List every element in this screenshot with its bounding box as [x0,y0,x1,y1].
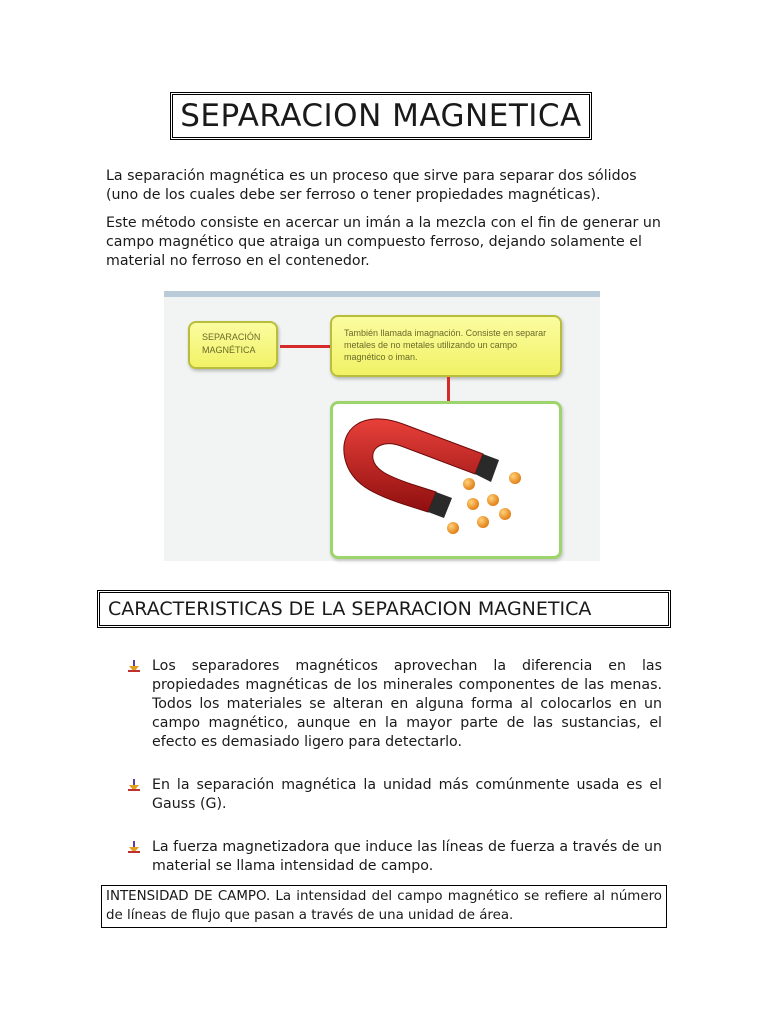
list-item [128,657,662,752]
list-item-text: Los separadores magnéticos aprovechan la diferencia en las propiedades magnéticas de los minerales componentes de las menas. Todos los materiales se alteran en alguna forma al colocarlos en un campo magnético, aunque en la mayor parte de las sustancias, el efecto es demasiado ligero para detectarlo. [152,658,662,750]
list-item [128,776,662,814]
intro-paragraph-2: Este método consiste en acercar un imán a la mezcla con el fin de generar un campo magnético que atraiga un compuesto ferroso, dejando solamente el material no ferroso en el contenedor. [106,215,661,269]
figure-description-box: También llamada imagnación. Consiste en separar metales de no metales utilizando un campo magnético o iman. [330,315,562,377]
connector-vertical [447,377,450,401]
bullet-icon [128,779,140,791]
bullet-icon [128,841,140,853]
bullet-icon [128,660,140,672]
figure-label-box: SEPARACIÓN MAGNÉTICA [188,321,278,369]
list-item-text: La fuerza magnetizadora que induce las líneas de fuerza a través de un material se llama intensidad de campo. [152,839,662,874]
definition-box: INTENSIDAD DE CAMPO. La intensidad del campo magnético se refiere al número de líneas de flujo que pasan a través de una unidad de área. [101,885,667,928]
magnet-icon [333,404,559,556]
list-item [128,838,662,876]
page-title: SEPARACION MAGNETICA [170,92,592,140]
connector-horizontal [280,345,330,348]
section-heading: CARACTERISTICAS DE LA SEPARACION MAGNETICA [97,590,671,628]
intro-paragraph-1: La separación magnética es un proceso que sirve para separar dos sólidos (uno de los cuales debe ser ferroso o tener propiedades magnéticas). [106,168,637,203]
magnet-image-box [330,401,562,559]
magnetic-separation-figure [164,291,600,561]
list-item-text: En la separación magnética la unidad más comúnmente usada es el Gauss (G). [152,777,662,812]
